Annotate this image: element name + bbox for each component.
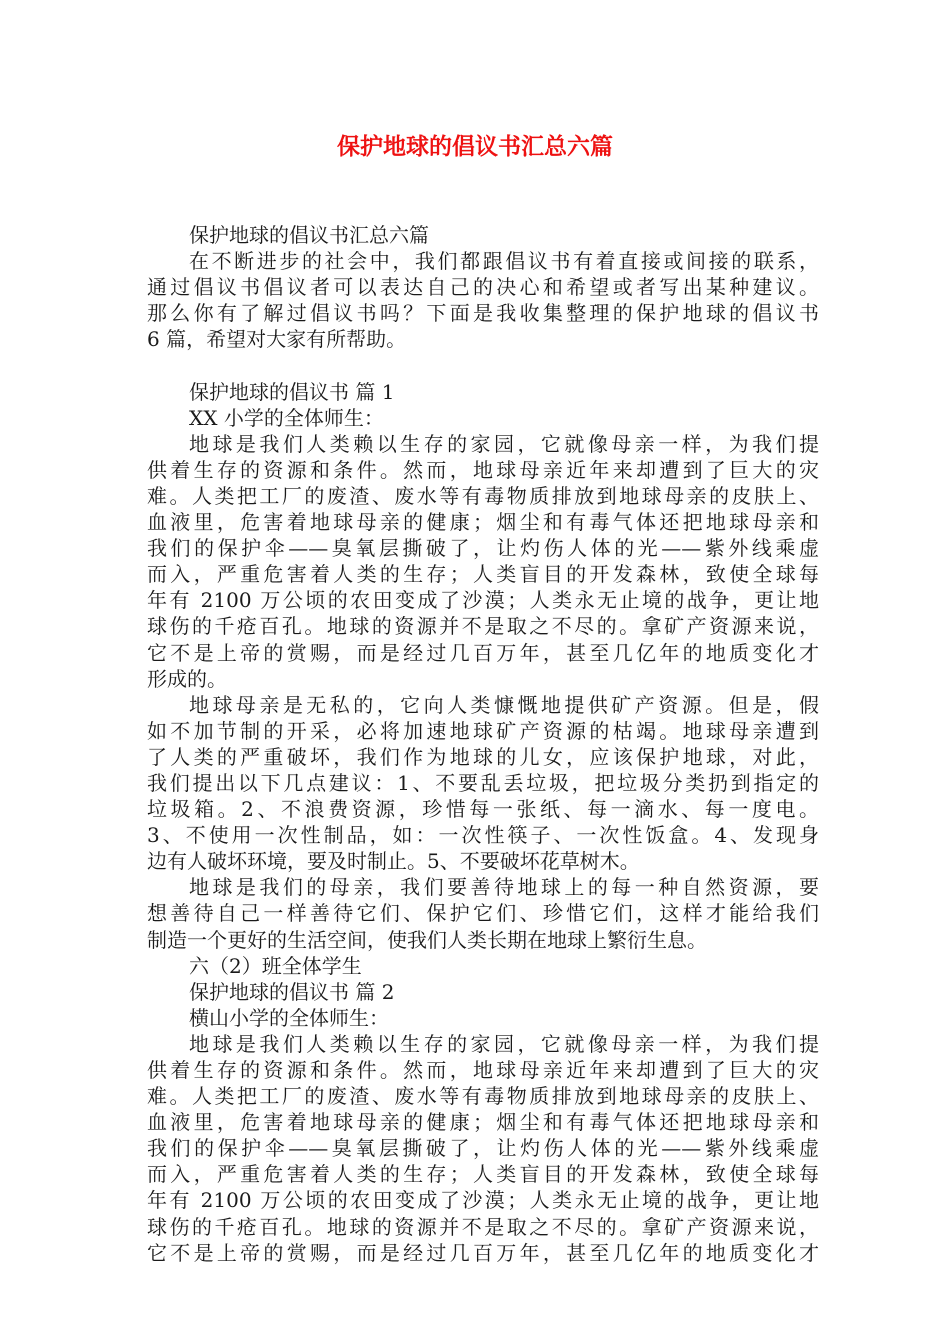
body-line: 它不是上帝的赏赐，而是经过几百万年，甚至几亿年的地质变化才 [147,1240,819,1265]
body-line: 横山小学的全体师生： [189,1005,389,1030]
body-line: 边有人破坏环境，要及时制止。5、不要破坏花草树木。 [147,849,640,874]
body-line: XX 小学的全体师生： [189,405,384,430]
body-line: 难。人类把工厂的废渣、废水等有毒物质排放到地球母亲的皮肤上、 [147,1084,819,1109]
body-line: 地球是我们人类赖以生存的家园，它就像母亲一样，为我们提 [189,431,819,456]
body-line: 我们的保护伞——臭氧层撕破了，让灼伤人体的光——紫外线乘虚 [147,536,819,561]
body-line: 球伤的千疮百孔。地球的资源并不是取之不尽的。拿矿产资源来说， [147,614,819,639]
body-line: 如不加节制的开采，必将加速地球矿产资源的枯竭。地球母亲遭到 [147,718,819,743]
body-line: 六（2）班全体学生 [189,953,362,978]
body-line: 保护地球的倡议书汇总六篇 [189,223,429,247]
body-line: 年有 2100 万公顷的农田变成了沙漠；人类永无止境的战争，更让地 [147,1188,819,1213]
body-line: 形成的。 [147,666,227,691]
body-line: 保护地球的倡议书 篇 1 [189,379,395,404]
body-line: 地球是我们人类赖以生存的家园，它就像母亲一样，为我们提 [189,1031,819,1056]
body-line: 而入，严重危害着人类的生存；人类盲目的开发森林，致使全球每 [147,1162,819,1187]
body-line: 血液里，危害着地球母亲的健康；烟尘和有毒气体还把地球母亲和 [147,1110,819,1135]
document-title: 保护地球的倡议书汇总六篇 [337,134,613,160]
body-line: 供着生存的资源和条件。然而，地球母亲近年来却遭到了巨大的灾 [147,457,819,482]
body-line: 球伤的千疮百孔。地球的资源并不是取之不尽的。拿矿产资源来说， [147,1214,819,1239]
body-line: 保护地球的倡议书 篇 2 [189,979,395,1004]
body-line: 6 篇，希望对大家有所帮助。 [147,327,407,352]
body-line: 年有 2100 万公顷的农田变成了沙漠；人类永无止境的战争，更让地 [147,588,819,613]
document-body [147,222,819,1266]
body-line: 垃圾箱。2、不浪费资源，珍惜每一张纸、每一滴水、每一度电。 [147,797,819,822]
body-line: 我们的保护伞——臭氧层撕破了，让灼伤人体的光——紫外线乘虚 [147,1136,819,1161]
body-line: 那么你有了解过倡议书吗？下面是我收集整理的保护地球的倡议书 [147,301,819,326]
body-line: 而入，严重危害着人类的生存；人类盲目的开发森林，致使全球每 [147,562,819,587]
body-line: 它不是上帝的赏赐，而是经过几百万年，甚至几亿年的地质变化才 [147,640,819,665]
body-line: 我们提出以下几点建议：1、不要乱丢垃圾，把垃圾分类扔到指定的 [147,770,819,795]
body-line: 难。人类把工厂的废渣、废水等有毒物质排放到地球母亲的皮肤上、 [147,483,819,508]
blank-line [147,352,819,378]
body-line: 血液里，危害着地球母亲的健康；烟尘和有毒气体还把地球母亲和 [147,510,819,535]
body-line: 地球母亲是无私的，它向人类慷慨地提供矿产资源。但是，假 [189,692,819,717]
body-line: 3、不使用一次性制品，如：一次性筷子、一次性饭盒。4、发现身 [147,823,819,848]
body-line: 想善待自己一样善待它们、保护它们、珍惜它们，这样才能给我们 [147,901,819,926]
body-line: 制造一个更好的生活空间，使我们人类长期在地球上繁衍生息。 [147,927,707,952]
body-line: 了人类的严重破坏，我们作为地球的儿女，应该保护地球，对此， [147,744,819,769]
body-line: 地球是我们的母亲，我们要善待地球上的每一种自然资源，要 [189,875,819,900]
body-line: 在不断进步的社会中，我们都跟倡议书有着直接或间接的联系， [189,249,819,274]
body-line: 供着生存的资源和条件。然而，地球母亲近年来却遭到了巨大的灾 [147,1058,819,1082]
body-line: 通过倡议书倡议者可以表达自己的决心和希望或者写出某种建议。 [147,275,819,300]
